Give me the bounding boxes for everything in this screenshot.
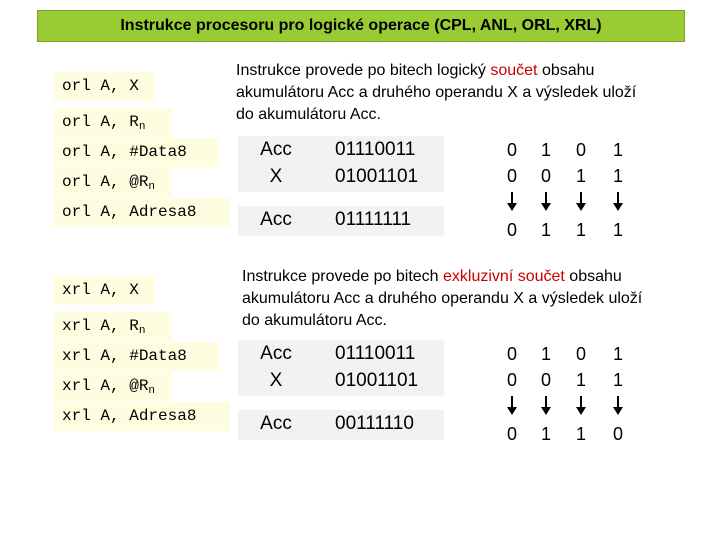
xrl-instr-x: xrl A, X [54, 276, 154, 305]
xrl-a-3: 1 [612, 344, 623, 364]
orl-r-0: 0 [506, 220, 517, 240]
xrl-op2-name: X [269, 370, 283, 391]
xrl-a-1: 1 [540, 344, 551, 364]
orl-res-bits: 01111111 [335, 209, 412, 230]
orl-op1-bits: 01110011 [335, 139, 416, 160]
xrl-instr-at-rn [54, 372, 172, 401]
xrl-b-3: 1 [612, 370, 623, 390]
orl-instr-rn [54, 108, 172, 137]
orl-operands-box [238, 136, 444, 192]
xrl-instr-at-rn-sub: n [148, 385, 156, 397]
xrl-op1-name: Acc [260, 343, 292, 364]
orl-a-2: 0 [575, 140, 586, 160]
xrl-res-bits: 00111110 [335, 413, 414, 434]
xrl-desc-highlight: exkluzivní součet [443, 268, 565, 285]
xrl-b-0: 0 [506, 370, 517, 390]
xrl-arrowhead-0 [507, 407, 517, 415]
xrl-r-0: 0 [506, 424, 517, 444]
xrl-instr-rn-sub: n [138, 325, 146, 337]
orl-instr-at-rn-sub: n [148, 181, 156, 193]
xrl-operands-box [238, 340, 444, 396]
orl-desc-pre: Instrukce provede po bitech logický [236, 62, 491, 79]
xrl-result-box [238, 410, 444, 440]
xrl-a-2: 0 [575, 344, 586, 364]
xrl-op1-bits: 01110011 [335, 343, 416, 364]
xrl-arrowhead-1 [541, 407, 551, 415]
xrl-op2-bits: 01001101 [335, 370, 419, 391]
orl-arrowhead-3 [613, 203, 623, 211]
orl-arrowhead-1 [541, 203, 551, 211]
xrl-desc-post: obsahu akumulátoru Acc a druhého operandu X a výsledek uloží do akumulátoru Acc. [242, 268, 643, 329]
xrl-res-name: Acc [260, 413, 292, 434]
orl-desc-post: obsahu akumulátoru Acc a druhého operandu X a výsledek uloží do akumulátoru Acc. [236, 62, 637, 123]
orl-instr-rn-sub: n [138, 121, 146, 133]
orl-instr-data8: orl A, #Data8 [54, 138, 219, 167]
orl-instr-at-rn [54, 168, 172, 197]
xrl-instr-adresa8: xrl A, Adresa8 [54, 402, 230, 431]
orl-a-1: 1 [540, 140, 551, 160]
orl-res-name: Acc [260, 209, 292, 230]
xrl-arrowhead-2 [576, 407, 586, 415]
page-title: Instrukce procesoru pro logické operace (CPL, ANL, ORL, XRL) [37, 10, 685, 42]
orl-instr-rn-text: orl A, R [62, 113, 139, 131]
orl-op1-name: Acc [260, 139, 292, 160]
orl-r-2: 1 [575, 220, 586, 240]
xrl-b-1: 0 [540, 370, 551, 390]
orl-a-3: 1 [612, 140, 623, 160]
orl-desc-highlight: součet [490, 62, 538, 79]
orl-instr-adresa8: orl A, Adresa8 [54, 198, 230, 227]
xrl-instr-rn [54, 312, 172, 341]
xrl-r-3: 0 [612, 424, 623, 444]
orl-instr-x: orl A, X [54, 72, 154, 101]
xrl-arrowhead-3 [613, 407, 623, 415]
xrl-r-2: 1 [575, 424, 586, 444]
orl-a-0: 0 [506, 140, 517, 160]
xrl-b-2: 1 [575, 370, 586, 390]
xrl-instr-rn-text: xrl A, R [62, 317, 139, 335]
orl-instr-at-rn-text: orl A, @R [62, 173, 149, 191]
orl-arrowhead-2 [576, 203, 586, 211]
orl-b-3: 1 [612, 166, 623, 186]
orl-arrowhead-0 [507, 203, 517, 211]
xrl-a-0: 0 [506, 344, 517, 364]
xrl-instr-at-rn-text: xrl A, @R [62, 377, 149, 395]
orl-b-1: 0 [540, 166, 551, 186]
xrl-instr-data8: xrl A, #Data8 [54, 342, 219, 371]
orl-result-box [238, 206, 444, 236]
orl-description [236, 60, 656, 126]
orl-op2-bits: 01001101 [335, 166, 419, 187]
xrl-desc-pre: Instrukce provede po bitech [242, 268, 444, 285]
xrl-r-1: 1 [540, 424, 551, 444]
orl-r-3: 1 [612, 220, 623, 240]
xrl-description [242, 266, 652, 332]
orl-op2-name: X [269, 166, 283, 187]
orl-b-0: 0 [506, 166, 517, 186]
orl-r-1: 1 [540, 220, 551, 240]
orl-b-2: 1 [575, 166, 586, 186]
